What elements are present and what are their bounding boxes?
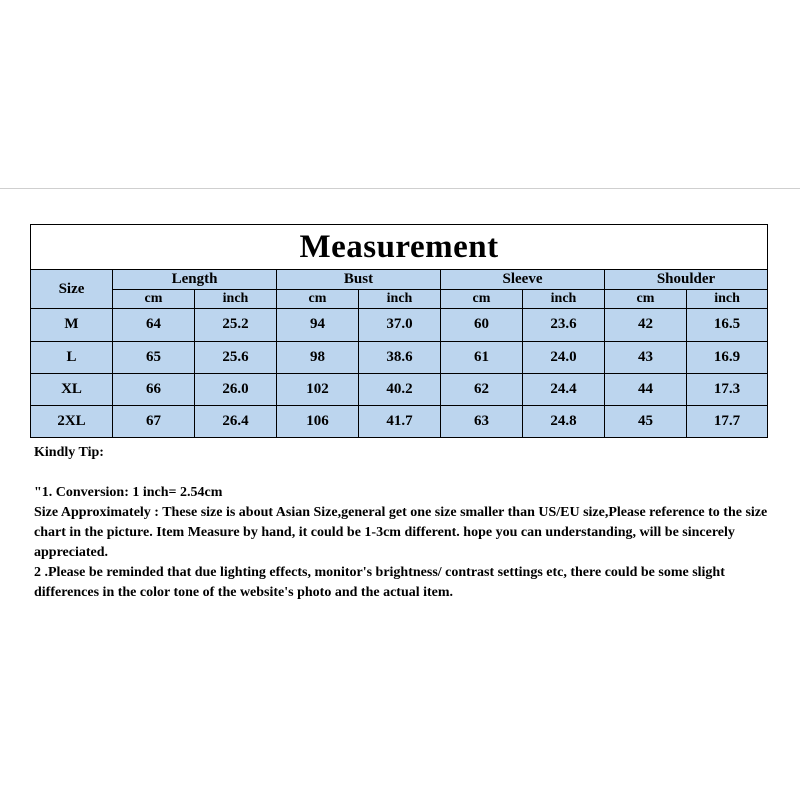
table-row <box>31 309 768 341</box>
table-cell: 24.8 <box>523 405 605 437</box>
size-approximately-note: Size Approximately : These size is about Asian Size,general get one size smaller than US/EU size,Please reference to the size chart in the picture. Item Measure by hand, it could be 1-3cm different. hope you can understanding, will be sincerely appreciated. <box>34 505 768 560</box>
table-title: Measurement <box>31 225 768 270</box>
table-cell: 102 <box>277 373 359 405</box>
unit-header: inch <box>359 290 441 309</box>
table-cell: 16.5 <box>687 309 768 341</box>
unit-header: inch <box>687 290 768 309</box>
table-cell: 17.7 <box>687 405 768 437</box>
table-cell: 24.0 <box>523 341 605 373</box>
table-cell: 38.6 <box>359 341 441 373</box>
notes-section <box>34 443 774 603</box>
table-cell: 66 <box>113 373 195 405</box>
group-header-shoulder: Shoulder <box>605 270 768 290</box>
table-cell: 16.9 <box>687 341 768 373</box>
size-label: 2XL <box>31 405 113 437</box>
group-header-sleeve: Sleeve <box>441 270 605 290</box>
table-cell: 98 <box>277 341 359 373</box>
size-label: M <box>31 309 113 341</box>
table-cell: 40.2 <box>359 373 441 405</box>
table-cell: 65 <box>113 341 195 373</box>
table-cell: 64 <box>113 309 195 341</box>
table-cell: 94 <box>277 309 359 341</box>
table-cell: 37.0 <box>359 309 441 341</box>
conversion-note: "1. Conversion: 1 inch= 2.54cm <box>34 485 223 500</box>
table-cell: 25.2 <box>195 309 277 341</box>
spacer <box>34 463 774 483</box>
size-label: L <box>31 341 113 373</box>
unit-header: inch <box>523 290 605 309</box>
table-cell: 42 <box>605 309 687 341</box>
table-cell: 24.4 <box>523 373 605 405</box>
table-cell: 23.6 <box>523 309 605 341</box>
table-cell: 17.3 <box>687 373 768 405</box>
color-tone-note: 2 .Please be reminded that due lighting effects, monitor's brightness/ contrast settings etc, there could be some slight differences in the color tone of the website's photo and the actual item. <box>34 565 725 600</box>
group-header-length: Length <box>113 270 277 290</box>
table-cell: 45 <box>605 405 687 437</box>
table-row <box>31 405 768 437</box>
size-column-header: Size <box>31 270 113 309</box>
table-cell: 44 <box>605 373 687 405</box>
table-cell: 63 <box>441 405 523 437</box>
size-label: XL <box>31 373 113 405</box>
kindly-tip-heading: Kindly Tip: <box>34 445 104 460</box>
table-row <box>31 341 768 373</box>
unit-header: inch <box>195 290 277 309</box>
table-row <box>31 373 768 405</box>
table-cell: 25.6 <box>195 341 277 373</box>
table-cell: 26.4 <box>195 405 277 437</box>
table-cell: 106 <box>277 405 359 437</box>
unit-header: cm <box>605 290 687 309</box>
table-cell: 61 <box>441 341 523 373</box>
unit-header: cm <box>441 290 523 309</box>
top-divider <box>0 188 800 189</box>
table-cell: 62 <box>441 373 523 405</box>
size-chart-table <box>30 224 768 438</box>
table-cell: 67 <box>113 405 195 437</box>
unit-header: cm <box>277 290 359 309</box>
table-cell: 43 <box>605 341 687 373</box>
unit-header: cm <box>113 290 195 309</box>
group-header-bust: Bust <box>277 270 441 290</box>
table-cell: 41.7 <box>359 405 441 437</box>
table-cell: 26.0 <box>195 373 277 405</box>
table-cell: 60 <box>441 309 523 341</box>
